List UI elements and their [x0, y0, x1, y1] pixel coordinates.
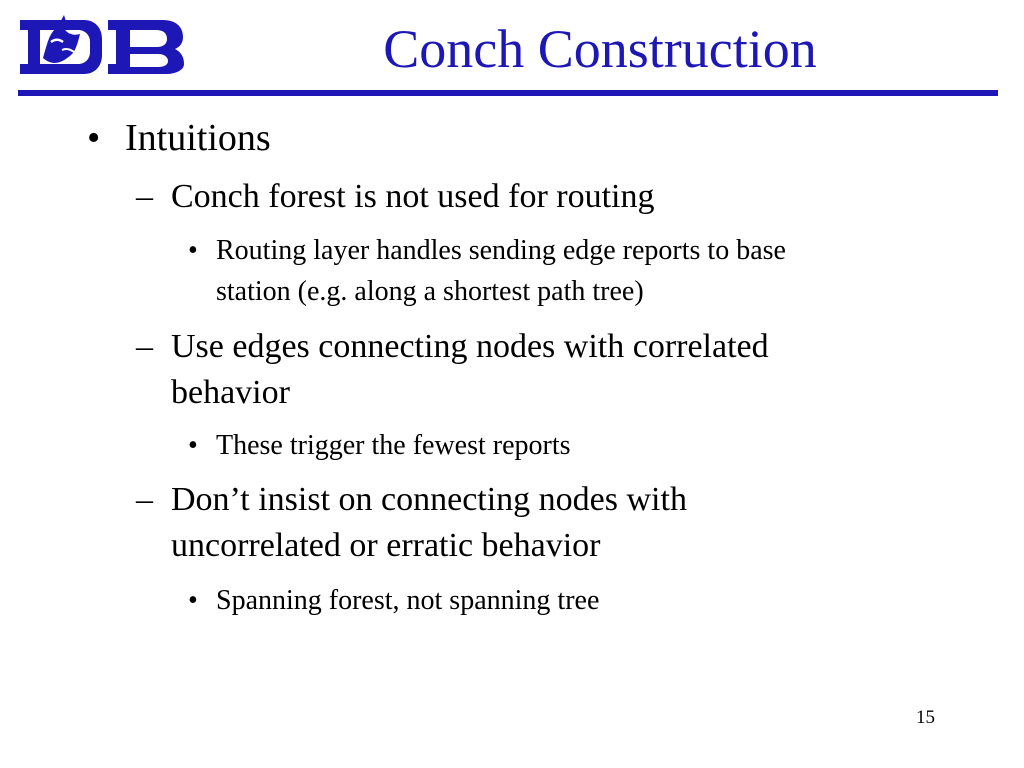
- bullet-routing-layer: [188, 230, 786, 312]
- bullet-text: These trigger the fewest reports: [216, 430, 571, 461]
- dash-marker: –: [136, 328, 153, 365]
- bullet-text: Spanning forest, not spanning tree: [216, 585, 600, 616]
- dash-marker: –: [136, 481, 153, 518]
- bullet-spanning-forest: [188, 580, 599, 621]
- bullet-correlated-edges: [136, 324, 769, 416]
- bullet-text-line-2: station (e.g. along a shortest path tree): [216, 276, 644, 307]
- bullet-fewest-reports: [188, 425, 571, 466]
- bullet-text-line-1: Routing layer handles sending edge reports to base: [216, 235, 786, 266]
- dash-marker: –: [136, 178, 153, 215]
- bullet-marker: •: [87, 117, 101, 159]
- bullet-marker: •: [188, 235, 198, 266]
- bullet-marker: •: [188, 430, 198, 461]
- bullet-intuitions: [87, 116, 271, 160]
- bullet-text: Intuitions: [125, 117, 271, 159]
- bullet-text-line-1: Don’t insist on connecting nodes with: [171, 481, 687, 518]
- bullet-text-line-1: Use edges connecting nodes with correlated: [171, 328, 769, 365]
- bullet-uncorrelated-behavior: [136, 477, 687, 569]
- bullet-conch-forest: [136, 174, 655, 220]
- bullet-text-line-2: uncorrelated or erratic behavior: [171, 527, 601, 564]
- bullet-text: Conch forest is not used for routing: [171, 178, 655, 215]
- bullet-marker: •: [188, 585, 198, 616]
- slide-title: Conch Construction: [383, 19, 817, 79]
- page-number: 15: [916, 707, 935, 728]
- bullet-text-line-2: behavior: [171, 374, 290, 411]
